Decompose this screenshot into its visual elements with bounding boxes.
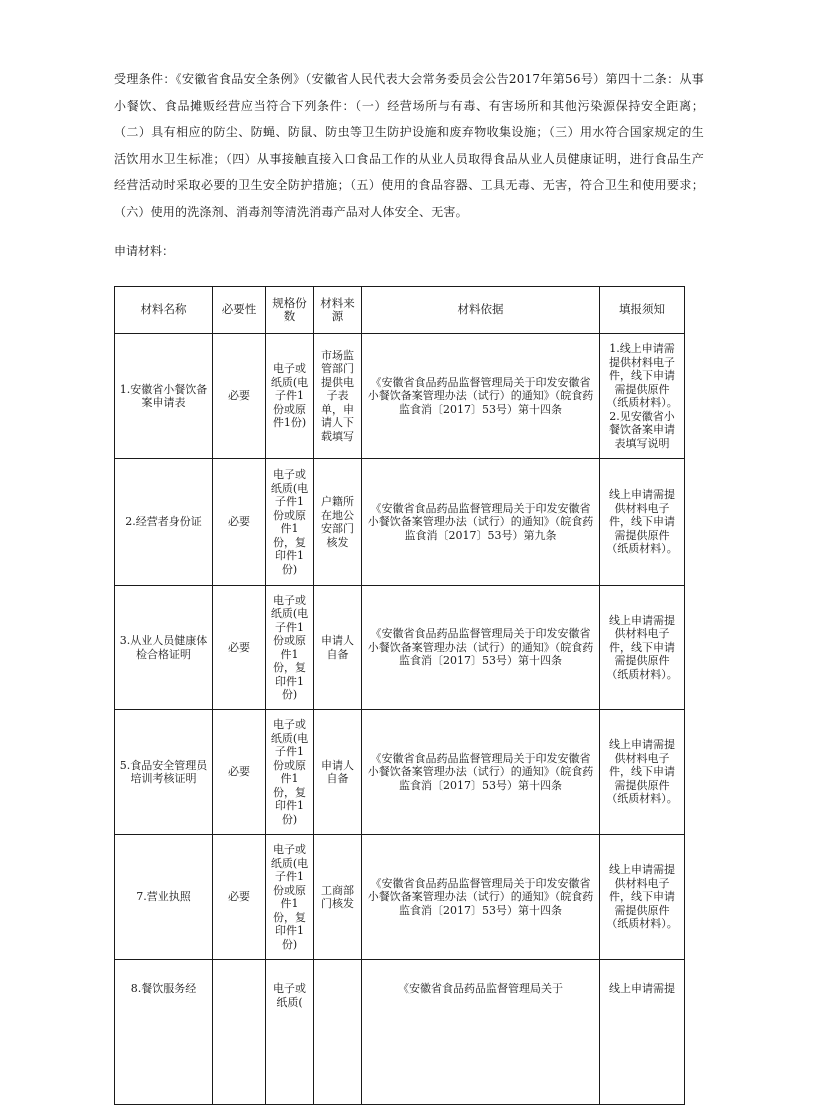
cell-material-name: 3.从业人员健康体检合格证明 (115, 586, 213, 710)
cell-filling-notes: 线上申请需提 (600, 960, 685, 1105)
cell-material-basis: 《安徽省食品药品监督管理局关于 (362, 960, 600, 1105)
table-row (115, 586, 685, 710)
table-row (115, 835, 685, 960)
cell-filling-notes: 1.线上申请需提供材料电子件，线下申请需提供原件（纸质材料）。2.见安徽省小餐饮备案申请表填写说明 (600, 334, 685, 459)
table-row (115, 710, 685, 835)
cell-spec-count: 电子或纸质(电子件1份或原件1份，复印件1份) (266, 459, 314, 586)
table-row (115, 459, 685, 586)
cell-material-source: 申请人自备 (314, 710, 362, 835)
cell-spec-count: 电子或纸质(电子件1份或原件1份，复印件1份) (266, 835, 314, 960)
header-material-name: 材料名称 (115, 287, 213, 334)
cell-material-name: 7.营业执照 (115, 835, 213, 960)
cell-spec-count: 电子或纸质(电子件1份或原件1份，复印件1份) (266, 586, 314, 710)
cell-spec-count: 电子或纸质(电子件1份或原件1份，复印件1份) (266, 710, 314, 835)
header-material-source: 材料来源 (314, 287, 362, 334)
cell-material-name: 5.食品安全管理员培训考核证明 (115, 710, 213, 835)
application-materials-heading: 申请材料： (114, 244, 175, 258)
table-row (115, 960, 685, 1105)
cell-material-name: 1.安徽省小餐饮备案申请表 (115, 334, 213, 459)
cell-material-source: 户籍所在地公安部门核发 (314, 459, 362, 586)
cell-filling-notes: 线上申请需提供材料电子件，线下申请需提供原件（纸质材料）。 (600, 459, 685, 586)
cell-necessity: 必要 (213, 459, 266, 586)
cell-necessity: 必要 (213, 586, 266, 710)
header-necessity: 必要性 (213, 287, 266, 334)
cell-necessity: 必要 (213, 710, 266, 835)
cell-filling-notes: 线上申请需提供材料电子件，线下申请需提供原件（纸质材料）。 (600, 710, 685, 835)
cell-material-source: 申请人自备 (314, 586, 362, 710)
cell-filling-notes: 线上申请需提供材料电子件，线下申请需提供原件（纸质材料）。 (600, 586, 685, 710)
header-spec-count: 规格份数 (266, 287, 314, 334)
table-row (115, 334, 685, 459)
cell-material-name: 2.经营者身份证 (115, 459, 213, 586)
cell-material-basis: 《安徽省食品药品监督管理局关于印发安徽省小餐饮备案管理办法（试行）的通知》（皖食药监食消〔2017〕53号）第十四条 (362, 710, 600, 835)
materials-table (114, 286, 685, 1105)
cell-necessity: 必要 (213, 835, 266, 960)
cell-material-source (314, 960, 362, 1105)
cell-material-source: 工商部门核发 (314, 835, 362, 960)
cell-material-name: 8.餐饮服务经 (115, 960, 213, 1105)
cell-material-basis: 《安徽省食品药品监督管理局关于印发安徽省小餐饮备案管理办法（试行）的通知》（皖食药监食消〔2017〕53号）第十四条 (362, 334, 600, 459)
cell-spec-count: 电子或纸质(电子件1份或原件1份) (266, 334, 314, 459)
header-filling-notes: 填报须知 (600, 287, 685, 334)
cell-necessity: 必要 (213, 334, 266, 459)
acceptance-conditions-text: 受理条件：《安徽省食品安全条例》（安徽省人民代表大会常务委员会公告2017年第56号）第四十二条：从事小餐饮、食品摊贩经营应当符合下列条件：（一）经营场所与有毒、有害场所和其他污染源保持安全距离；（二）具有相应的防尘、防蝇、防鼠、防虫等卫生防护设施和废弃物收集设施；（三）用水符合国家规定的生活饮用水卫生标准；（四）从事接触直接入口食品工作的从业人员取得食品从业人员健康证明，进行食品生产经营活动时采取必要的卫生安全防护措施；（五）使用的食品容器、工具无毒、无害，符合卫生和使用要求；（六）使用的洗涤剂、消毒剂等清洗消毒产品对人体安全、无害。 (114, 72, 704, 219)
cell-necessity (213, 960, 266, 1105)
header-material-basis: 材料依据 (362, 287, 600, 334)
cell-material-basis: 《安徽省食品药品监督管理局关于印发安徽省小餐饮备案管理办法（试行）的通知》（皖食药监食消〔2017〕53号）第十四条 (362, 835, 600, 960)
cell-material-basis: 《安徽省食品药品监督管理局关于印发安徽省小餐饮备案管理办法（试行）的通知》（皖食药监食消〔2017〕53号）第十四条 (362, 586, 600, 710)
cell-spec-count: 电子或纸质( (266, 960, 314, 1105)
cell-material-source: 市场监管部门提供电子表单，申请人下载填写 (314, 334, 362, 459)
cell-material-basis: 《安徽省食品药品监督管理局关于印发安徽省小餐饮备案管理办法（试行）的通知》（皖食药监食消〔2017〕53号）第九条 (362, 459, 600, 586)
cell-filling-notes: 线上申请需提供材料电子件，线下申请需提供原件（纸质材料）。 (600, 835, 685, 960)
table-header-row (115, 287, 685, 334)
